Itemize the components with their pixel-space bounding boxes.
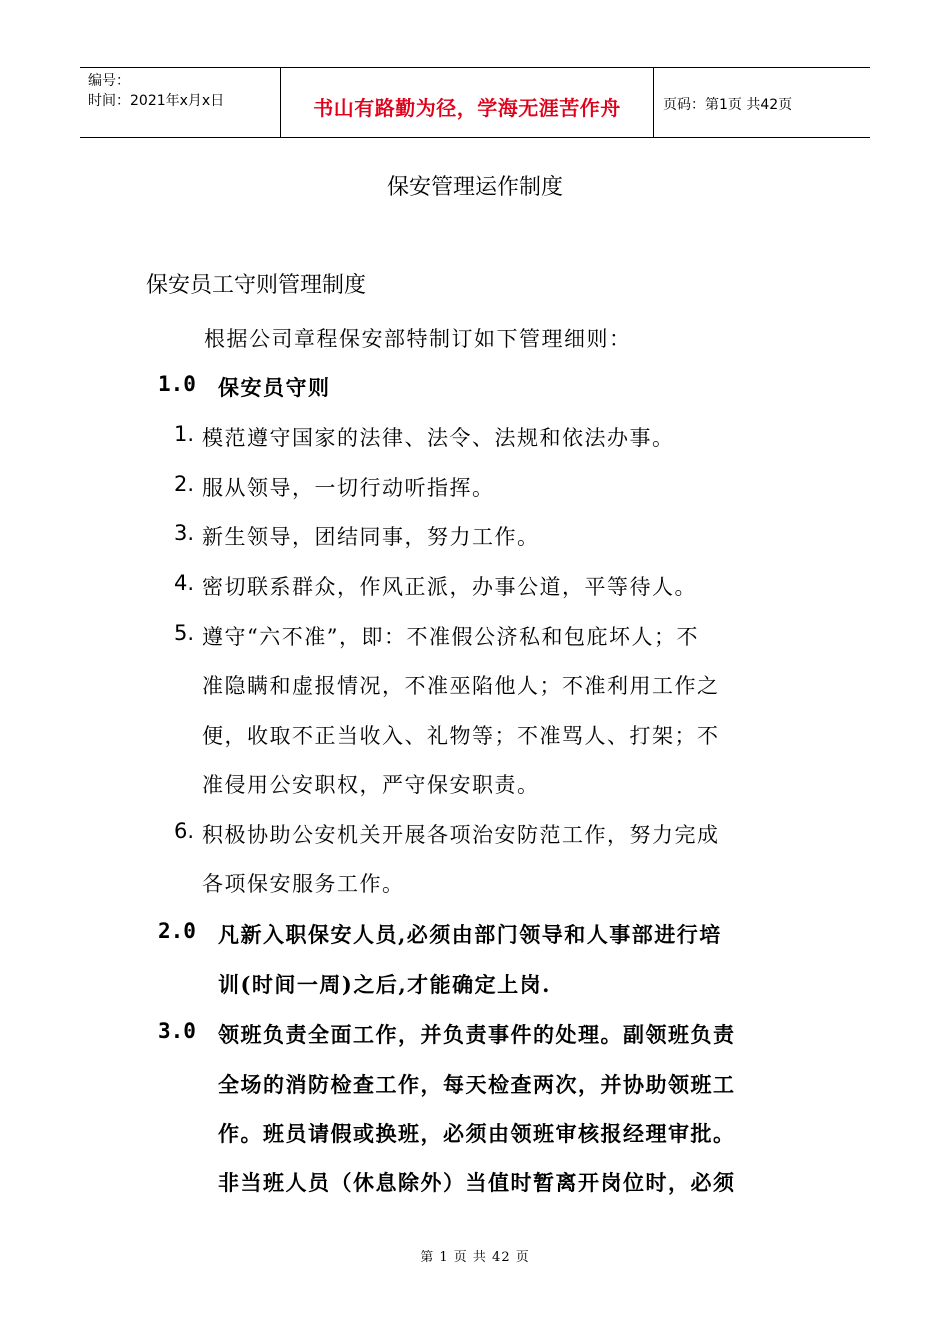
item-5-line-1: 遵守“六不准”，即：不准假公济私和包庇坏人；不 <box>202 625 699 649</box>
item-1-number: 1. <box>174 422 195 446</box>
item-4-line: 密切联系群众，作风正派，办事公道，平等待人。 <box>202 575 697 599</box>
document-date-label: 时间：2021年x月x日 <box>88 93 225 109</box>
item-6-line-1: 积极协助公安机关开展各项治安防范工作，努力完成 <box>202 823 720 847</box>
page-footer: 第 1 页 共 42 页 <box>420 1250 530 1265</box>
header-page-info: 页码：第1页 共42页 <box>663 97 793 113</box>
section-1-heading: 保安员守则 <box>218 375 331 400</box>
item-5-line-3: 便，收取不正当收入、礼物等；不准骂人、打架；不 <box>202 724 720 748</box>
item-3-number: 3. <box>174 521 195 545</box>
header-motto: 书山有路勤为径，学海无涯苦作舟 <box>313 96 621 120</box>
item-3-line: 新生领导，团结同事，努力工作。 <box>202 525 540 549</box>
section-2-line-1: 凡新入职保安人员,必须由部门领导和人事部进行培 <box>218 922 722 947</box>
header-page-cell <box>653 68 870 137</box>
section-3-line-3: 作。班员请假或换班，必须由领班审核报经理审批。 <box>218 1121 736 1146</box>
section-3-line-1: 领班负责全面工作，并负责事件的处理。副领班负责 <box>218 1022 736 1047</box>
section-3-line-2: 全场的消防检查工作，每天检查两次，并协助领班工 <box>218 1072 736 1097</box>
header-motto-cell <box>280 68 654 137</box>
section-3-line-4: 非当班人员（休息除外）当值时暂离开岗位时，必须 <box>218 1170 736 1195</box>
document-subtitle: 保安员工守则管理制度 <box>146 273 367 298</box>
item-2-line: 服从领导，一切行动听指挥。 <box>202 476 495 500</box>
item-2-number: 2. <box>174 472 195 496</box>
item-5-line-2: 准隐瞒和虚报情况，不准巫陷他人；不准利用工作之 <box>202 674 720 698</box>
item-6-line-2: 各项保安服务工作。 <box>202 872 405 896</box>
item-5-number: 5. <box>174 621 195 645</box>
header-meta-cell <box>80 68 280 137</box>
section-1-number: 1.0 <box>158 372 196 396</box>
item-4-number: 4. <box>174 571 195 595</box>
document-title: 保安管理运作制度 <box>386 175 563 200</box>
item-6-number: 6. <box>174 819 195 843</box>
section-2-line-2: 训(时间一周)之后,才能确定上岗. <box>218 972 551 997</box>
page-header <box>80 67 870 138</box>
item-1-line: 模范遵守国家的法律、法令、法规和依法办事。 <box>202 426 675 450</box>
item-5-line-4: 准侵用公安职权，严守保安职责。 <box>202 773 540 797</box>
intro-paragraph: 根据公司章程保安部特制订如下管理细则： <box>204 327 632 351</box>
section-3-number: 3.0 <box>158 1019 196 1043</box>
section-2-number: 2.0 <box>158 919 196 943</box>
document-number-label: 编号： <box>88 73 130 89</box>
